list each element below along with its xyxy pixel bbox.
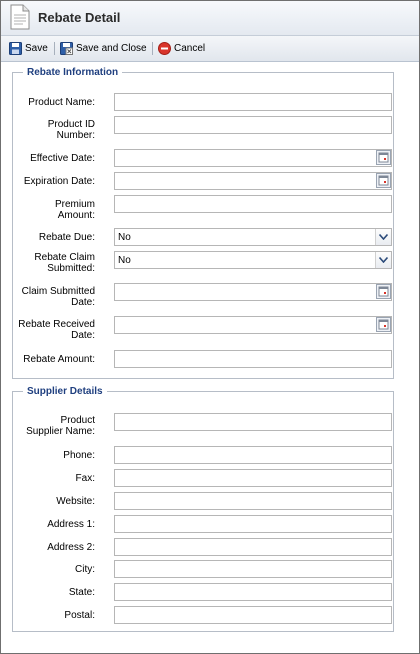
product-id-label-line2: Number: [56,130,95,141]
rebate-due-label: Rebate Due: [38,232,95,243]
state-field[interactable] [114,583,392,601]
calendar-icon[interactable] [376,317,391,332]
premium-amount-label-line1: Premium [54,199,95,210]
rebate-due-dropdown-button[interactable] [375,229,391,245]
cancel-button-label: Cancel [174,42,206,54]
document-icon [9,4,31,30]
product-name-field[interactable] [114,93,392,111]
rebate-claim-submitted-label-line1: Rebate Claim [34,252,95,263]
rebate-due-value: No [118,232,131,243]
save-button[interactable] [9,40,48,56]
rebate-information-legend: Rebate Information [27,67,119,78]
address2-field[interactable] [114,538,392,556]
address1-field[interactable] [114,515,392,533]
product-id-label [13,119,95,141]
website-label: Website: [56,496,95,507]
rebate-amount-field[interactable] [114,350,392,368]
rebate-claim-submitted-value: No [118,255,131,266]
product-name-label: Product Name: [28,97,95,108]
address2-label: Address 2: [47,542,95,553]
product-supplier-name-field[interactable] [114,413,392,431]
rebate-claim-submitted-select[interactable] [114,251,392,269]
rebate-claim-submitted-label [13,252,95,274]
chevron-down-icon [379,257,388,263]
expiration-date-label: Expiration Date: [23,176,95,187]
rebate-received-date-label [13,319,95,341]
window-title: Rebate Detail [38,10,121,25]
toolbar-separator [152,42,153,55]
claim-submitted-date-label [13,286,95,308]
rebate-received-date-label-line2: Date: [71,330,95,341]
fax-label: Fax: [75,473,95,484]
effective-date-field[interactable] [114,149,392,167]
calendar-icon[interactable] [376,173,391,188]
floppy-disk-icon [9,42,22,55]
premium-amount-label [13,199,95,221]
postal-label: Postal: [64,610,95,621]
save-and-close-button[interactable] [60,40,147,56]
rebate-received-date-field[interactable] [114,316,392,334]
toolbar [1,36,419,62]
city-field[interactable] [114,560,392,578]
cancel-icon [158,42,171,55]
toolbar-separator [54,42,55,55]
save-button-label: Save [25,42,48,54]
claim-submitted-date-label-line1: Claim Submitted [21,286,95,297]
supplier-details-group [12,386,394,632]
phone-label: Phone: [63,450,95,461]
form-panel [4,63,416,637]
rebate-received-date-label-line1: Rebate Received [18,319,95,330]
rebate-amount-label: Rebate Amount: [23,354,95,365]
product-supplier-name-label-line2: Supplier Name: [26,426,95,437]
calendar-icon[interactable] [376,284,391,299]
product-id-label-line1: Product ID [47,119,95,130]
supplier-details-legend: Supplier Details [27,386,103,397]
chevron-down-icon [379,234,388,240]
effective-date-picker [114,149,392,167]
premium-amount-label-line2: Amount: [57,210,95,221]
calendar-icon[interactable] [376,150,391,165]
effective-date-label: Effective Date: [30,153,95,164]
fax-field[interactable] [114,469,392,487]
phone-field[interactable] [114,446,392,464]
postal-field[interactable] [114,606,392,624]
claim-submitted-date-picker [114,283,392,301]
rebate-claim-submitted-dropdown-button[interactable] [375,252,391,268]
website-field[interactable] [114,492,392,510]
product-supplier-name-label [13,415,95,437]
premium-amount-field[interactable] [114,195,392,213]
save-and-close-button-label: Save and Close [76,42,147,54]
state-label: State: [68,587,95,598]
rebate-claim-submitted-label-line2: Submitted: [47,263,95,274]
claim-submitted-date-label-line2: Date: [71,297,95,308]
expiration-date-picker [114,172,392,190]
title-bar [1,1,419,36]
cancel-button[interactable] [158,40,205,56]
rebate-due-select[interactable] [114,228,392,246]
address1-label: Address 1: [47,519,95,530]
product-id-field[interactable] [114,116,392,134]
rebate-received-date-picker [114,316,392,334]
expiration-date-field[interactable] [114,172,392,190]
rebate-information-group [12,67,394,379]
claim-submitted-date-field[interactable] [114,283,392,301]
product-supplier-name-label-line1: Product [60,415,95,426]
city-label: City: [75,564,95,575]
floppy-disk-close-icon [60,42,73,55]
